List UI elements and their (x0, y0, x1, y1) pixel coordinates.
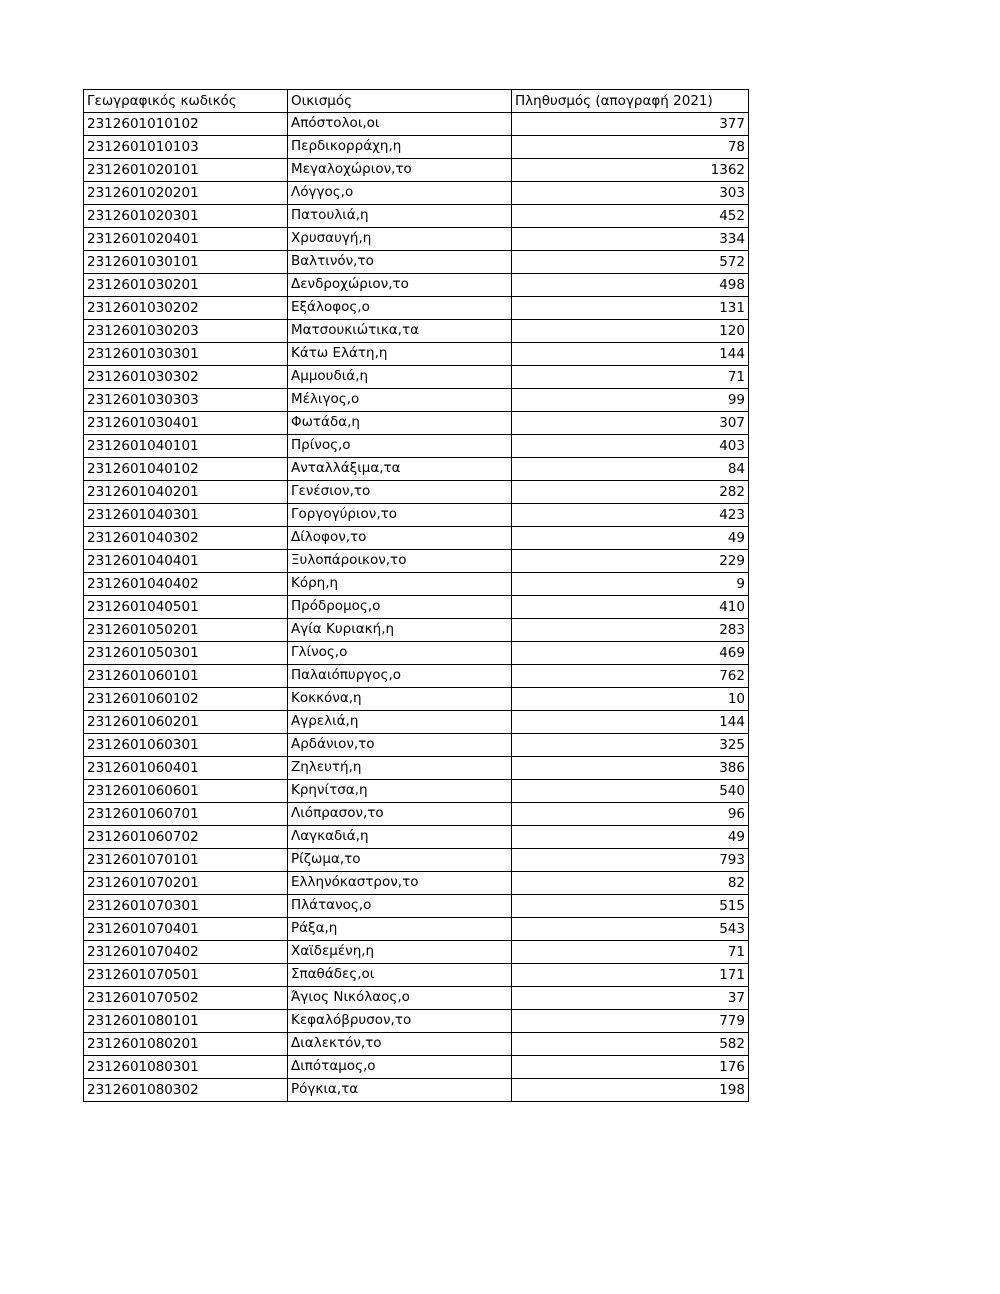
cell-population: 49 (512, 527, 749, 550)
cell-geo-code: 2312601040102 (84, 458, 288, 481)
cell-geo-code: 2312601060401 (84, 757, 288, 780)
cell-settlement: Ματσουκιώτικα,τα (288, 320, 512, 343)
cell-population: 307 (512, 412, 749, 435)
cell-population: 84 (512, 458, 749, 481)
table-row (84, 481, 749, 504)
table-row (84, 366, 749, 389)
cell-geo-code: 2312601040302 (84, 527, 288, 550)
cell-population: 144 (512, 343, 749, 366)
cell-settlement: Διπόταμος,ο (288, 1056, 512, 1079)
cell-geo-code: 2312601060601 (84, 780, 288, 803)
cell-geo-code: 2312601010103 (84, 136, 288, 159)
header-settlement: Οικισμός (288, 90, 512, 113)
cell-population: 403 (512, 435, 749, 458)
cell-geo-code: 2312601070401 (84, 918, 288, 941)
cell-settlement: Κεφαλόβρυσον,το (288, 1010, 512, 1033)
cell-settlement: Φωτάδα,η (288, 412, 512, 435)
cell-population: 282 (512, 481, 749, 504)
cell-geo-code: 2312601020401 (84, 228, 288, 251)
table-row (84, 964, 749, 987)
cell-geo-code: 2312601060702 (84, 826, 288, 849)
table-row (84, 665, 749, 688)
table-row (84, 1033, 749, 1056)
cell-geo-code: 2312601050201 (84, 619, 288, 642)
cell-geo-code: 2312601060101 (84, 665, 288, 688)
cell-geo-code: 2312601060701 (84, 803, 288, 826)
cell-population: 131 (512, 297, 749, 320)
cell-geo-code: 2312601010102 (84, 113, 288, 136)
cell-population: 171 (512, 964, 749, 987)
cell-settlement: Μέλιγος,ο (288, 389, 512, 412)
cell-population: 96 (512, 803, 749, 826)
cell-settlement: Λιόπρασον,το (288, 803, 512, 826)
cell-settlement: Πρόδρομος,ο (288, 596, 512, 619)
table-row (84, 688, 749, 711)
cell-population: 325 (512, 734, 749, 757)
cell-population: 452 (512, 205, 749, 228)
cell-settlement: Πλάτανος,ο (288, 895, 512, 918)
cell-population: 283 (512, 619, 749, 642)
cell-settlement: Περδικορράχη,η (288, 136, 512, 159)
table-row (84, 182, 749, 205)
cell-settlement: Αγρελιά,η (288, 711, 512, 734)
table-row (84, 734, 749, 757)
cell-settlement: Ρόγκια,τα (288, 1079, 512, 1102)
cell-geo-code: 2312601070402 (84, 941, 288, 964)
table-row (84, 113, 749, 136)
cell-geo-code: 2312601080101 (84, 1010, 288, 1033)
cell-settlement: Ανταλλάξιμα,τα (288, 458, 512, 481)
table-row (84, 780, 749, 803)
cell-geo-code: 2312601040201 (84, 481, 288, 504)
cell-geo-code: 2312601080201 (84, 1033, 288, 1056)
cell-settlement: Χαϊδεμένη,η (288, 941, 512, 964)
cell-population: 762 (512, 665, 749, 688)
cell-settlement: Γλίνος,ο (288, 642, 512, 665)
cell-population: 82 (512, 872, 749, 895)
table-row (84, 251, 749, 274)
table-row (84, 757, 749, 780)
cell-population: 49 (512, 826, 749, 849)
cell-geo-code: 2312601060301 (84, 734, 288, 757)
cell-settlement: Κρηνίτσα,η (288, 780, 512, 803)
cell-settlement: Γοργογύριον,το (288, 504, 512, 527)
table-row (84, 1010, 749, 1033)
cell-geo-code: 2312601030401 (84, 412, 288, 435)
table-row (84, 412, 749, 435)
cell-population: 334 (512, 228, 749, 251)
cell-settlement: Κοκκόνα,η (288, 688, 512, 711)
cell-geo-code: 2312601070301 (84, 895, 288, 918)
cell-settlement: Αμμουδιά,η (288, 366, 512, 389)
table-row (84, 274, 749, 297)
table-row (84, 619, 749, 642)
cell-geo-code: 2312601060102 (84, 688, 288, 711)
cell-geo-code: 2312601030302 (84, 366, 288, 389)
cell-settlement: Λόγγος,ο (288, 182, 512, 205)
table-row (84, 297, 749, 320)
table-row (84, 228, 749, 251)
cell-population: 410 (512, 596, 749, 619)
cell-geo-code: 2312601040101 (84, 435, 288, 458)
table-body (84, 113, 749, 1102)
cell-population: 37 (512, 987, 749, 1010)
cell-geo-code: 2312601070502 (84, 987, 288, 1010)
table-row (84, 642, 749, 665)
cell-settlement: Απόστολοι,οι (288, 113, 512, 136)
cell-population: 386 (512, 757, 749, 780)
cell-geo-code: 2312601050301 (84, 642, 288, 665)
cell-population: 498 (512, 274, 749, 297)
table-row (84, 136, 749, 159)
cell-settlement: Ελληνόκαστρον,το (288, 872, 512, 895)
cell-population: 572 (512, 251, 749, 274)
cell-settlement: Ξυλοπάροικον,το (288, 550, 512, 573)
table-row (84, 711, 749, 734)
cell-settlement: Ρίζωμα,το (288, 849, 512, 872)
cell-population: 176 (512, 1056, 749, 1079)
table-row (84, 527, 749, 550)
cell-settlement: Πατουλιά,η (288, 205, 512, 228)
cell-population: 10 (512, 688, 749, 711)
cell-geo-code: 2312601070501 (84, 964, 288, 987)
cell-settlement: Άγιος Νικόλαος,ο (288, 987, 512, 1010)
header-population: Πληθυσμός (απογραφή 2021) (512, 90, 749, 113)
table-row (84, 1079, 749, 1102)
settlements-table (83, 89, 749, 1102)
cell-population: 229 (512, 550, 749, 573)
cell-geo-code: 2312601020101 (84, 159, 288, 182)
cell-population: 779 (512, 1010, 749, 1033)
cell-geo-code: 2312601030101 (84, 251, 288, 274)
table-row (84, 918, 749, 941)
table-row (84, 573, 749, 596)
cell-settlement: Λαγκαδιά,η (288, 826, 512, 849)
table-row (84, 987, 749, 1010)
cell-settlement: Μεγαλοχώριον,το (288, 159, 512, 182)
table-row (84, 872, 749, 895)
cell-settlement: Γενέσιον,το (288, 481, 512, 504)
cell-geo-code: 2312601030303 (84, 389, 288, 412)
table-row (84, 941, 749, 964)
table-row (84, 205, 749, 228)
cell-population: 1362 (512, 159, 749, 182)
table-row (84, 343, 749, 366)
cell-geo-code: 2312601030301 (84, 343, 288, 366)
cell-population: 540 (512, 780, 749, 803)
cell-settlement: Διαλεκτόν,το (288, 1033, 512, 1056)
table-row (84, 803, 749, 826)
cell-settlement: Πρίνος,ο (288, 435, 512, 458)
table-row (84, 1056, 749, 1079)
cell-population: 582 (512, 1033, 749, 1056)
cell-geo-code: 2312601040402 (84, 573, 288, 596)
cell-population: 71 (512, 941, 749, 964)
cell-geo-code: 2312601020301 (84, 205, 288, 228)
cell-geo-code: 2312601030202 (84, 297, 288, 320)
cell-geo-code: 2312601070101 (84, 849, 288, 872)
cell-population: 99 (512, 389, 749, 412)
table-row (84, 895, 749, 918)
cell-geo-code: 2312601040501 (84, 596, 288, 619)
table-row (84, 159, 749, 182)
header-row (84, 90, 749, 113)
cell-geo-code: 2312601060201 (84, 711, 288, 734)
cell-settlement: Ράξα,η (288, 918, 512, 941)
cell-settlement: Δίλοφον,το (288, 527, 512, 550)
cell-population: 144 (512, 711, 749, 734)
cell-geo-code: 2312601030201 (84, 274, 288, 297)
table-row (84, 320, 749, 343)
cell-settlement: Παλαιόπυργος,ο (288, 665, 512, 688)
table-row (84, 596, 749, 619)
header-geo-code: Γεωγραφικός κωδικός (84, 90, 288, 113)
cell-settlement: Κάτω Ελάτη,η (288, 343, 512, 366)
cell-settlement: Σπαθάδες,οι (288, 964, 512, 987)
table-row (84, 849, 749, 872)
cell-population: 515 (512, 895, 749, 918)
cell-population: 198 (512, 1079, 749, 1102)
cell-population: 71 (512, 366, 749, 389)
cell-geo-code: 2312601070201 (84, 872, 288, 895)
cell-settlement: Αρδάνιον,το (288, 734, 512, 757)
cell-settlement: Δενδροχώριον,το (288, 274, 512, 297)
cell-geo-code: 2312601080302 (84, 1079, 288, 1102)
cell-population: 9 (512, 573, 749, 596)
table-row (84, 389, 749, 412)
cell-population: 469 (512, 642, 749, 665)
table-row (84, 504, 749, 527)
cell-settlement: Αγία Κυριακή,η (288, 619, 512, 642)
cell-settlement: Εξάλοφος,ο (288, 297, 512, 320)
cell-population: 423 (512, 504, 749, 527)
cell-settlement: Ζηλευτή,η (288, 757, 512, 780)
cell-population: 543 (512, 918, 749, 941)
table-row (84, 435, 749, 458)
cell-geo-code: 2312601020201 (84, 182, 288, 205)
cell-settlement: Χρυσαυγή,η (288, 228, 512, 251)
cell-geo-code: 2312601080301 (84, 1056, 288, 1079)
table-row (84, 550, 749, 573)
cell-population: 377 (512, 113, 749, 136)
cell-population: 120 (512, 320, 749, 343)
cell-geo-code: 2312601040301 (84, 504, 288, 527)
table-header (84, 90, 749, 113)
table-row (84, 458, 749, 481)
cell-population: 303 (512, 182, 749, 205)
cell-settlement: Βαλτινόν,το (288, 251, 512, 274)
cell-geo-code: 2312601040401 (84, 550, 288, 573)
cell-population: 78 (512, 136, 749, 159)
cell-settlement: Κόρη,η (288, 573, 512, 596)
cell-geo-code: 2312601030203 (84, 320, 288, 343)
cell-population: 793 (512, 849, 749, 872)
table-row (84, 826, 749, 849)
